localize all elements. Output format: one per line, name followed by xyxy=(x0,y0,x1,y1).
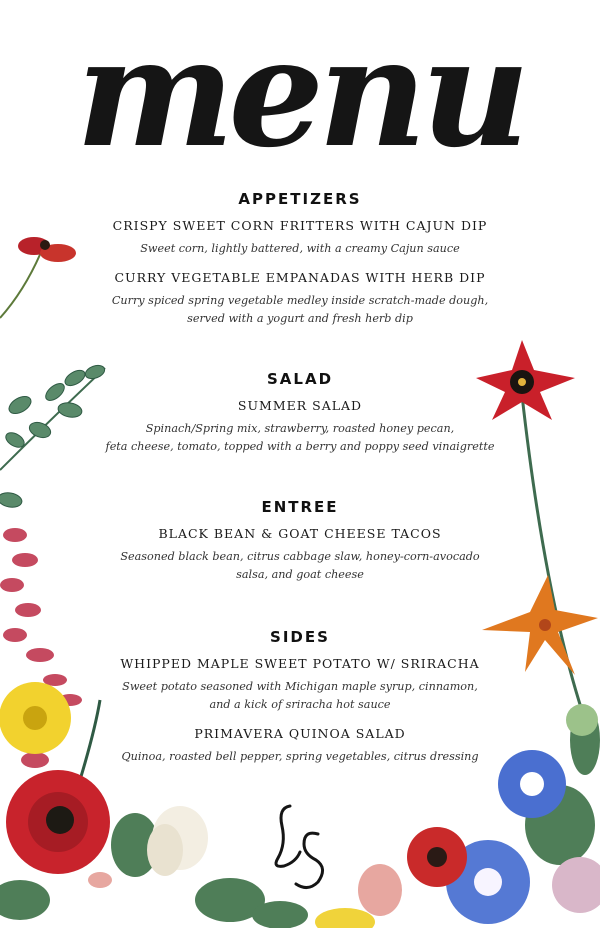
menu-item-description xyxy=(90,420,510,456)
description-line: Sweet corn, lightly battered, with a creamy Cajun sauce xyxy=(140,242,460,255)
red-poppy-bottom-left-icon xyxy=(6,770,110,874)
menu-title-text: menu xyxy=(75,5,525,181)
section-heading: APPETIZERS xyxy=(238,190,362,208)
menu-item-name: CRISPY SWEET CORN FRITTERS WITH CAJUN DIP xyxy=(112,218,488,233)
ls-monogram-logo xyxy=(260,796,340,896)
section-entree xyxy=(90,498,510,596)
pink-bud-icon xyxy=(88,864,402,916)
green-thistle-icon xyxy=(566,704,598,736)
menu-item-description xyxy=(90,678,510,714)
menu-title xyxy=(0,5,600,181)
menu-item-name: PRIMAVERA QUINOA SALAD xyxy=(194,726,406,741)
menu-item-name: CURRY VEGETABLE EMPANADAS WITH HERB DIP xyxy=(114,270,486,285)
description-line: feta cheese, tomato, topped with a berry and poppy seed vinaigrette xyxy=(105,440,495,453)
menu-item-description xyxy=(90,548,510,584)
menu-item-description xyxy=(90,292,510,328)
section-appetizers xyxy=(90,190,510,340)
description-line: salsa, and goat cheese xyxy=(236,568,364,581)
yellow-bloom-bottom-icon xyxy=(315,908,375,928)
section-sides xyxy=(90,628,510,778)
menu-item-description xyxy=(90,240,510,258)
red-flower-bottom-right-icon xyxy=(407,827,467,887)
description-line: and a kick of sriracha hot sauce xyxy=(209,698,391,711)
red-flower-top-left-icon xyxy=(0,237,76,318)
section-heading: SALAD xyxy=(266,370,334,388)
menu-item-name: SUMMER SALAD xyxy=(237,398,363,413)
description-line: Quinoa, roasted bell pepper, spring vegetables, citrus dressing xyxy=(121,750,479,763)
section-salad xyxy=(90,370,510,468)
section-heading: SIDES xyxy=(270,628,330,646)
description-line: Spinach/Spring mix, strawberry, roasted honey pecan, xyxy=(145,422,455,435)
description-line: served with a yogurt and fresh herb dip xyxy=(187,312,413,325)
description-line: Sweet potato seasoned with Michigan maple syrup, cinnamon, xyxy=(122,680,478,693)
section-heading: ENTREE xyxy=(261,498,339,516)
pink-aster-icon xyxy=(552,857,600,913)
menu-item-description xyxy=(90,748,510,766)
description-line: Seasoned black bean, citrus cabbage slaw, honey-corn-avocado xyxy=(120,550,480,563)
description-line: Curry spiced spring vegetable medley inside scratch-made dough, xyxy=(111,294,489,307)
pink-flower-spike-icon xyxy=(0,528,82,768)
yellow-poppy-icon xyxy=(0,682,71,754)
menu-item-name: WHIPPED MAPLE SWEET POTATO W/ SRIRACHA xyxy=(120,656,480,671)
menu-item-name: BLACK BEAN & GOAT CHEESE TACOS xyxy=(158,526,442,541)
white-magnolia-icon xyxy=(147,806,208,876)
